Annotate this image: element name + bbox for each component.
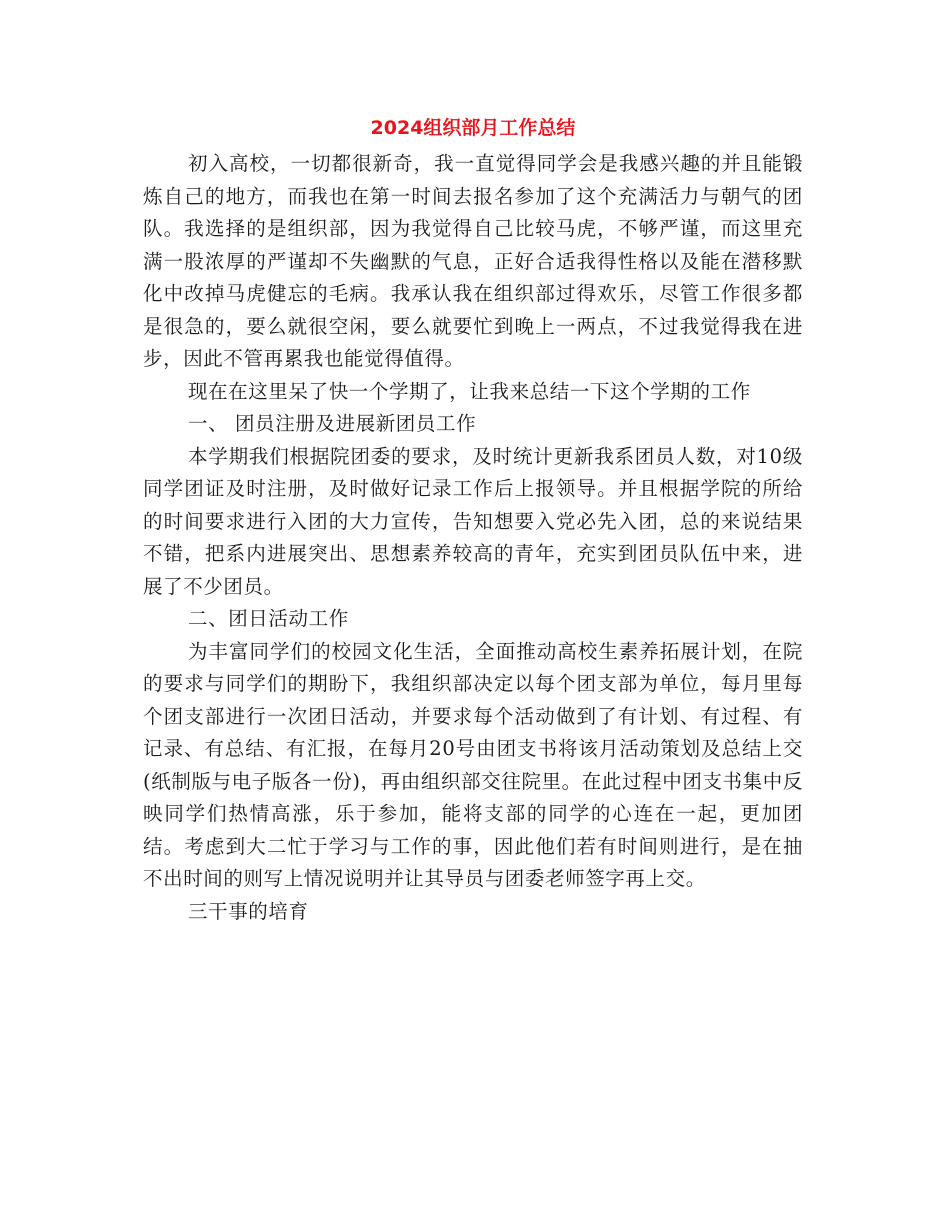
document-page [143,112,803,928]
document-title: 2024组织部月工作总结 [370,117,576,139]
paragraph-section-2: 为丰富同学们的校园文化生活，全面推动高校生素养拓展计划，在院的要求与同学们的期盼下，我组织部决定以每个团支部为单位，每月里每个团支部进行一次团日活动，并要求每个活动做到了有计划、有过程、有记录、有总结、有汇报，在每月20号由团支书将该月活动策划及总结上交(纸制版与电子版各一份)，再由组织部交往院里。在此过程中团支书集中反映同学们热情高涨，乐于参加，能将支部的同学的心连在一起，更加团结。考虑到大二忙于学习与工作的事，因此他们若有时间则进行，是在抽不出时间的则写上情况说明并让其导员与团委老师签字再上交。 [143,639,803,890]
section-heading-3: 三干事的培育 [188,899,309,923]
paragraph-intro: 初入高校，一切都很新奇，我一直觉得同学会是我感兴趣的并且能锻炼自己的地方，而我也在第一时间去报名参加了这个充满活力与朝气的团队。我选择的是组织部，因为我觉得自己比较马虎，不够严谨，而这里充满一股浓厚的严谨却不失幽默的气息，正好合适我得性格以及能在潜移默化中改掉马虎健忘的毛病。我承认我在组织部过得欢乐，尽管工作很多都是很急的，要么就很空闲，要么就要忙到晚上一两点，不过我觉得我在进步，因此不管再累我也能觉得值得。 [143,152,803,370]
section-heading-2: 二、团日活动工作 [188,607,349,630]
paragraph-summary-lead: 现在在这里呆了快一个学期了，让我来总结一下这个学期的工作 [188,379,751,403]
section-heading-1: 一、 团员注册及进展新团员工作 [188,412,477,435]
paragraph-section-1: 本学期我们根据院团委的要求，及时统计更新我系团员人数，对10级同学团证及时注册，及时做好记录工作后上报领导。并且根据学院的所给的时间要求进行入团的大力宣传，告知想要入党必先入团，总的来说结果不错，把系内进展突出、思想素养较高的青年，充实到团员队伍中来，进展了不少团员。 [143,444,803,598]
